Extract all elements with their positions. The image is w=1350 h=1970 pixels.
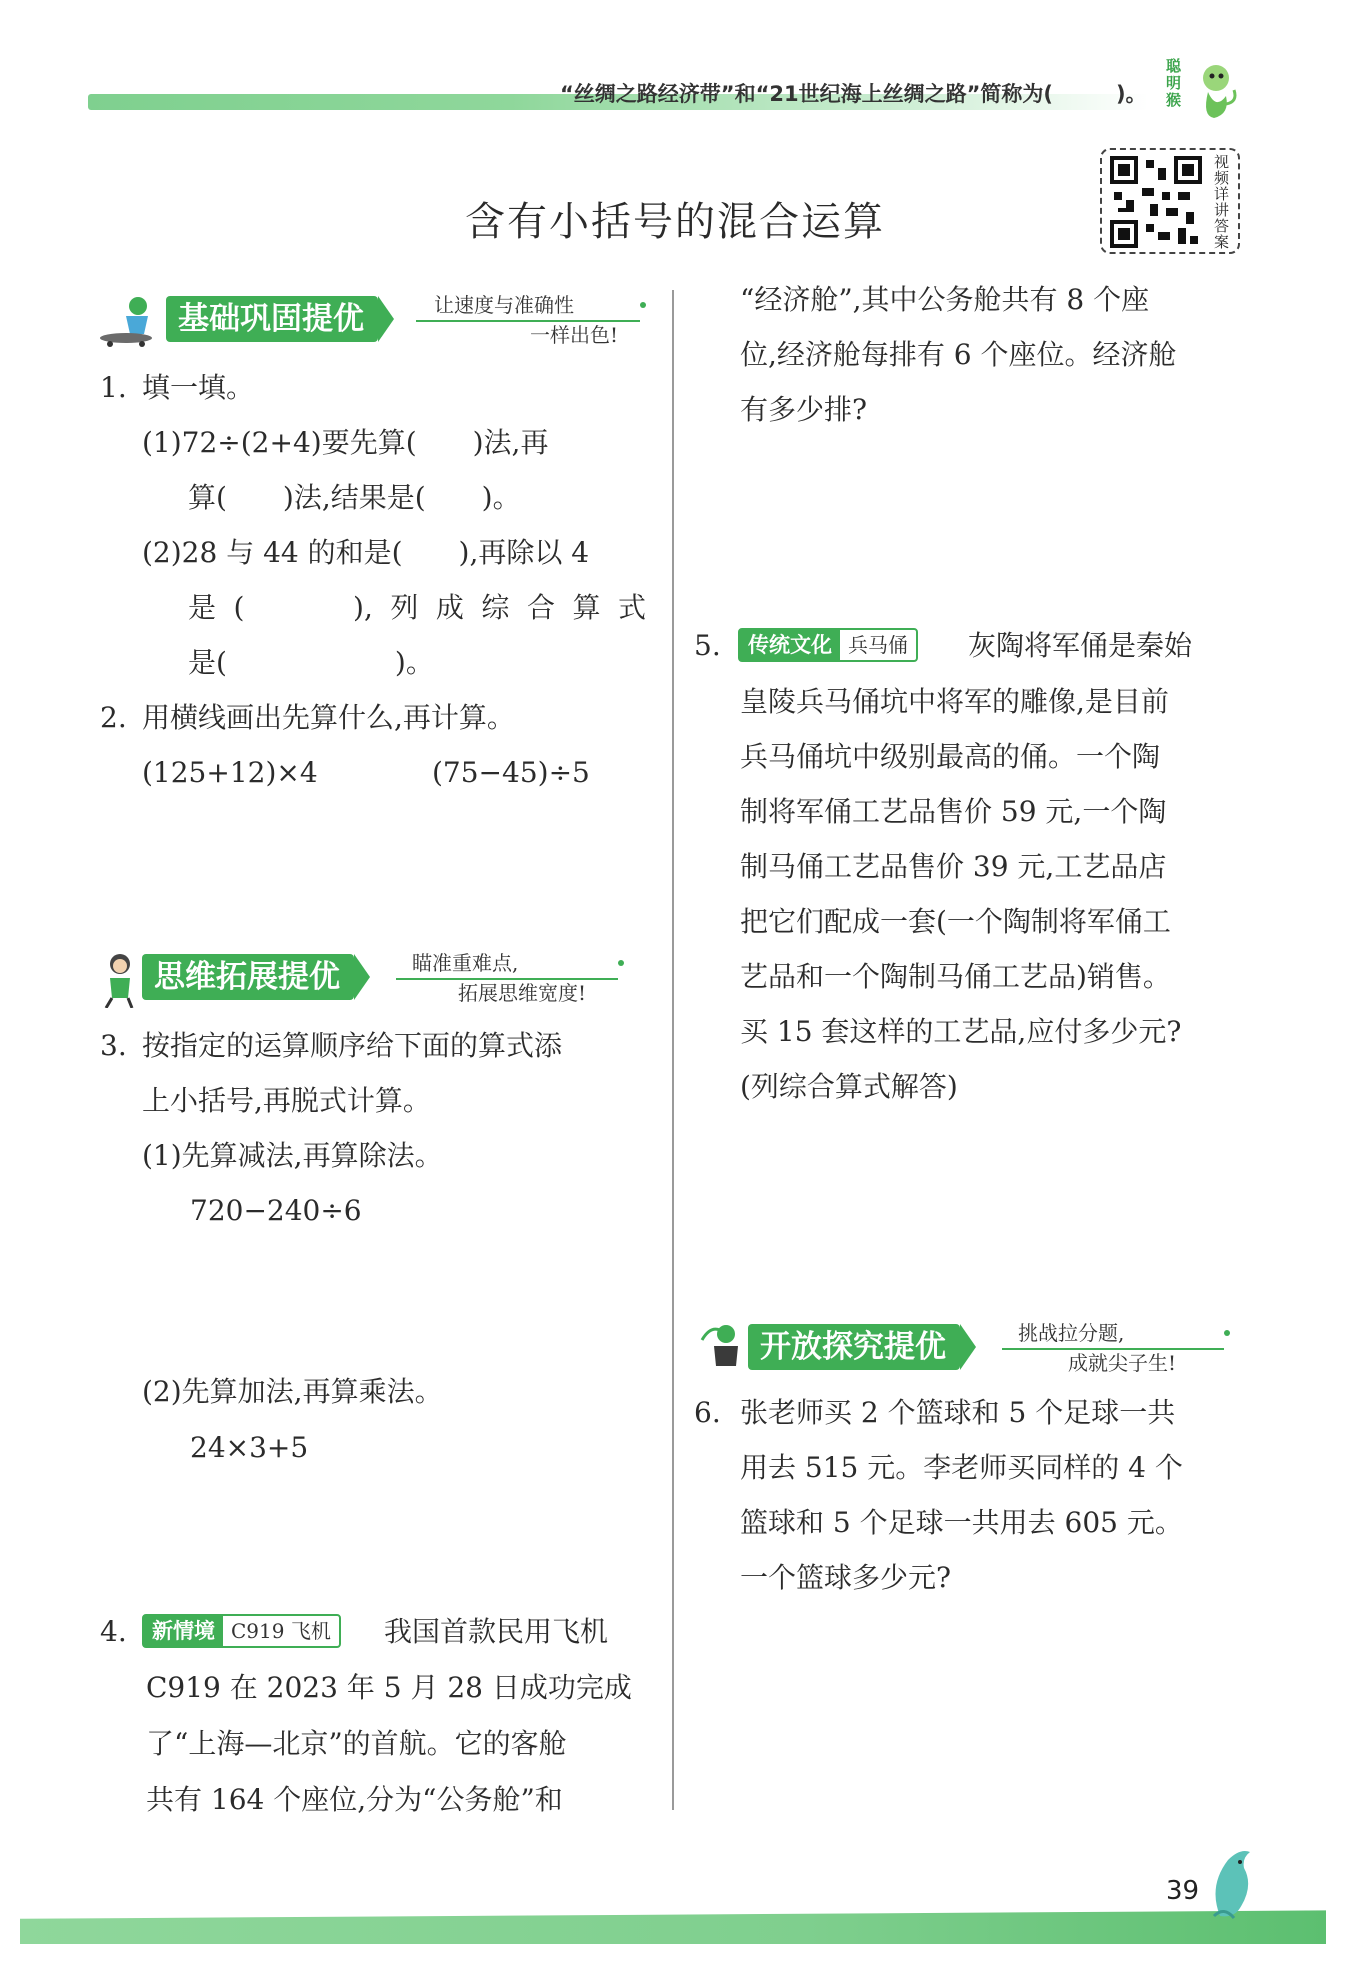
q6-line2: 用去 515 元。李老师买同样的 4 个 (740, 1451, 1183, 1484)
q2-expr-a: (125+12)×4 (142, 756, 318, 789)
q4-line5: “经济舱”,其中公务舱共有 8 个座 (740, 283, 1150, 316)
section-label-open: 开放探究提优 (748, 1324, 960, 1370)
brand-label: 聪明猴 (1166, 57, 1182, 109)
page-number: 39 (1166, 1876, 1200, 1906)
section-motto-thinking-1: 瞄准重难点, (412, 951, 519, 975)
q3-part1: (1)先算减法,再算除法。 (142, 1139, 443, 1172)
q5-line9: (列综合算式解答) (740, 1070, 958, 1103)
q1-stem: 填一填。 (142, 371, 255, 404)
q3-part2: (2)先算加法,再算乘法。 (142, 1375, 443, 1408)
q3-stem-line2: 上小括号,再脱式计算。 (142, 1084, 431, 1117)
section-line-dot (1224, 1330, 1230, 1336)
q2-expr-b: (75−45)÷5 (432, 756, 590, 789)
q3-stem-line1: 按指定的运算顺序给下面的算式添 (142, 1029, 563, 1062)
section-motto-thinking-2: 拓展思维宽度! (458, 981, 587, 1005)
section-header-basic (96, 290, 656, 350)
q5-line5: 制马俑工艺品售价 39 元,工艺品店 (740, 850, 1167, 883)
q1-part2-line1: (2)28 与 44 的和是( ),再除以 4 (142, 536, 590, 569)
q4-tag-sub: C919 飞机 (231, 1619, 331, 1643)
skateboard-kid-icon (96, 290, 166, 350)
section-label-basic: 基础巩固提优 (166, 296, 378, 342)
q5-tag-sub: 兵马俑 (848, 633, 908, 657)
q4-line4: 共有 164 个座位,分为“公务舱”和 (146, 1783, 563, 1816)
qr-label: 视频详讲答案 (1214, 153, 1230, 251)
q4-line1: 我国首款民用飞机 (384, 1615, 609, 1648)
q5-number: 5. (694, 629, 721, 662)
q5-line2: 皇陵兵马俑坑中将军的雕像,是目前 (740, 685, 1169, 718)
q4-tag-main: 新情境 (144, 1616, 223, 1646)
qr-code-icon (1110, 156, 1202, 248)
section-line-dot (640, 302, 646, 308)
section-line-dot (618, 960, 624, 966)
q5-line3: 兵马俑坑中级别最高的俑。一个陶 (740, 740, 1161, 773)
q4-line3: 了“上海—北京”的首航。它的客舱 (146, 1727, 567, 1760)
q5-context-tag (738, 628, 918, 662)
section-motto-open-1: 挑战拉分题, (1018, 1321, 1125, 1345)
q5-line8: 买 15 套这样的工艺品,应付多少元? (740, 1015, 1182, 1048)
column-divider (672, 290, 674, 1810)
q5-line7: 艺品和一个陶制马俑工艺品)销售。 (740, 960, 1171, 993)
q4-line7: 有多少排? (740, 393, 868, 426)
q1-part1-line1: (1)72÷(2+4)要先算( )法,再 (142, 426, 549, 459)
q1-part2-line3: 是( )。 (188, 646, 434, 679)
header-hint: “丝绸之路经济带”和“21世纪海上丝绸之路”简称为( )。 (560, 82, 1147, 106)
section-motto-basic-1: 让速度与准确性 (434, 293, 574, 317)
q6-number: 6. (694, 1396, 721, 1429)
q3-part1-expr: 720−240÷6 (190, 1194, 362, 1227)
q1-part2-line2-box (188, 580, 646, 635)
q6-line1: 张老师买 2 个篮球和 5 个足球一共 (740, 1396, 1176, 1429)
q4-line6: 位,经济舱每排有 6 个座位。经济舱 (740, 338, 1177, 371)
section-header-open (696, 1318, 1236, 1378)
section-header-thinking (96, 948, 636, 1008)
page-title: 含有小括号的混合运算 (465, 199, 885, 245)
q4-line2: C919 在 2023 年 5 月 28 日成功完成 (146, 1671, 632, 1704)
q3-number: 3. (100, 1029, 127, 1062)
q5-line6: 把它们配成一套(一个陶制将军俑工 (740, 905, 1171, 938)
bottom-banner-band (20, 1902, 1326, 1944)
q5-tag-main: 传统文化 (740, 630, 840, 660)
section-motto-open-2: 成就尖子生! (1068, 1351, 1177, 1375)
q3-part2-expr: 24×3+5 (190, 1431, 309, 1464)
q5-line4: 制将军俑工艺品售价 59 元,一个陶 (740, 795, 1167, 828)
q2-stem: 用横线画出先算什么,再计算。 (142, 701, 515, 734)
section-line (1002, 1348, 1224, 1350)
q5-line1: 灰陶将军俑是秦始 (968, 629, 1193, 662)
q1-number: 1. (100, 371, 127, 404)
section-label-thinking: 思维拓展提优 (142, 954, 354, 1000)
section-line (416, 320, 640, 322)
q2-number: 2. (100, 701, 127, 734)
q6-line4: 一个篮球多少元? (740, 1561, 952, 1594)
q6-line3: 篮球和 5 个足球一共用去 605 元。 (740, 1506, 1183, 1539)
q4-context-tag (142, 1614, 341, 1648)
section-line (396, 978, 618, 980)
q1-part1-line2: 算( )法,结果是( )。 (188, 481, 521, 514)
q1-part2-line2: 是( ),列成综合算式 (188, 591, 646, 624)
q4-number: 4. (100, 1615, 127, 1648)
dolphin-icon (1200, 1846, 1262, 1926)
section-motto-basic-2: 一样出色! (530, 323, 619, 347)
qr-code-box[interactable] (1100, 148, 1240, 254)
